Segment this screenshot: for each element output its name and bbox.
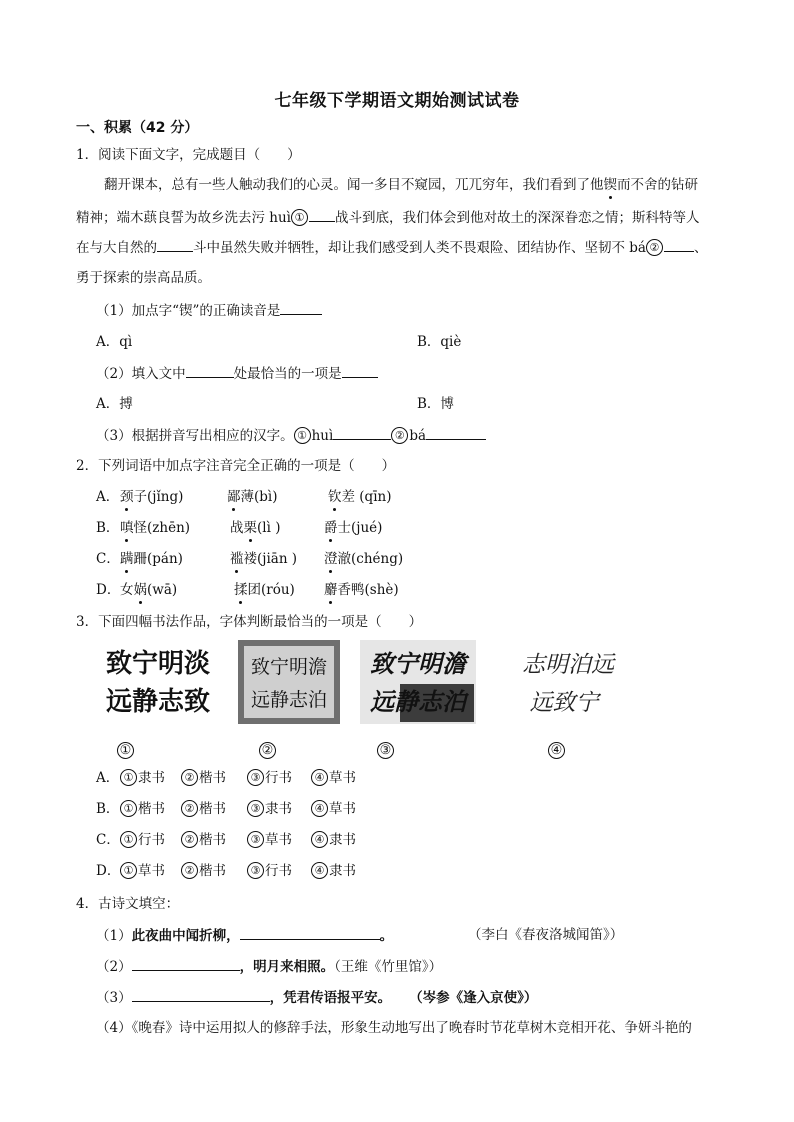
q1-passage-line4: 勇于探索的崇高品质。 bbox=[76, 270, 211, 286]
q1-sub1-option-b: B．qiè bbox=[417, 334, 462, 350]
q1-sub1-option-a: A．qì bbox=[96, 334, 133, 350]
q3-stem: 3．下面四幅书法作品，字体判断最恰当的一项是（ ） bbox=[76, 614, 423, 630]
q2-option-d: D． 女娲(wā) 揉团(róu) 麝香鸭(shè) bbox=[96, 582, 399, 598]
q3-option-c: C． ① 行书 ② 楷书 ③ 草书 ④ 隶书 bbox=[96, 832, 356, 848]
calligraphy-2-row1: 致宁明澹 bbox=[250, 656, 328, 678]
q4-line2: （2） ，明月来相照。（王维《竹里馆》） bbox=[96, 956, 442, 977]
calligraphy-image-4 bbox=[512, 640, 624, 724]
q1-sub2-option-a: A．搏 bbox=[96, 396, 133, 412]
calligraphy-1-row2: 远静志致 bbox=[105, 687, 211, 717]
calligraphy-3-row2: 远静志泊 bbox=[370, 687, 466, 716]
calligraphy-image-1 bbox=[100, 640, 216, 724]
calligraphy-4-row1: 志明泊远 bbox=[522, 652, 614, 678]
q1-stem: 1．阅读下面文字，完成题目（ ） bbox=[76, 147, 301, 163]
q1-passage-line1: 翻开课本，总有一些人触动我们的心灵。闻一多目不窥园，兀兀穷年，我们看到了他锲而不舍的钻研 bbox=[104, 177, 698, 193]
q4-line3: （3） ，凭君传语报平安。 （岑参《逢入京使》） bbox=[96, 987, 537, 1008]
calligraphy-2-row2: 远静志泊 bbox=[250, 689, 328, 711]
q3-option-d: D． ① 草书 ② 楷书 ③ 行书 ④ 隶书 bbox=[96, 863, 356, 879]
page-title: 七年级下学期语文期始测试试卷 bbox=[274, 91, 520, 111]
calligraphy-image-2 bbox=[238, 640, 340, 724]
q2-option-c: C． 蹒跚(pán) 褴褛(jiān ) 澄澈(chéng) bbox=[96, 551, 404, 567]
q4-line1: （1）此夜曲中闻折柳， 。 bbox=[96, 925, 393, 946]
q3-option-a: A． ① 隶书 ② 楷书 ③ 行书 ④ 草书 bbox=[96, 770, 356, 786]
image-caption-1: ① bbox=[117, 742, 134, 759]
image-caption-3: ③ bbox=[377, 742, 394, 759]
q1-sub2: （2）填入文中 处最恰当的一项是 bbox=[96, 363, 378, 384]
q1-sub3: （3）根据拼音写出相应的汉字。 ① huì ② bá bbox=[96, 425, 486, 446]
q4-stem: 4．古诗文填空： bbox=[76, 896, 180, 912]
q3-option-b: B． ① 楷书 ② 楷书 ③ 隶书 ④ 草书 bbox=[96, 801, 356, 817]
calligraphy-3-row1: 致宁明澹 bbox=[370, 649, 466, 678]
q4-line1-source: （李白《春夜洛城闻笛》） bbox=[468, 927, 624, 943]
q4-line4: （4）《晚春》诗中运用拟人的修辞手法，形象生动地写出了晚春时节花草树木竞相开花、争妍斗艳的 bbox=[96, 1020, 692, 1036]
q1-passage-line3: 在与大自然的 斗中虽然失败并牺牲，却让我们感受到人类不畏艰险、团结协作、坚韧不 bá ② 、 bbox=[76, 237, 707, 258]
q2-option-a: A． 颈子(jǐng) 鄙薄(bì) 钦差 (qīn) bbox=[96, 489, 392, 505]
calligraphy-4-row2: 远致宁 bbox=[529, 690, 599, 716]
q2-option-b: B． 嗔怪(zhēn) 战栗(lì ) 爵士(jué) bbox=[96, 520, 383, 536]
q1-sub1: （1）加点字“锲”的正确读音是 bbox=[96, 300, 322, 321]
image-caption-2: ② bbox=[259, 742, 276, 759]
q2-stem: 2．下列词语中加点字注音完全正确的一项是（ ） bbox=[76, 458, 396, 474]
q1-passage-line2: 精神；端木蕻良誓为故乡洗去污 huì ① 战斗到底，我们体会到他对故土的深深眷恋之情；斯科特等人 bbox=[76, 207, 700, 228]
q1-sub2-option-b: B．博 bbox=[417, 396, 454, 412]
calligraphy-1-row1: 致宁明淡 bbox=[105, 649, 211, 679]
section-heading: 一、积累（42 分） bbox=[76, 120, 199, 136]
image-caption-4: ④ bbox=[548, 742, 565, 759]
calligraphy-image-3 bbox=[360, 640, 476, 724]
